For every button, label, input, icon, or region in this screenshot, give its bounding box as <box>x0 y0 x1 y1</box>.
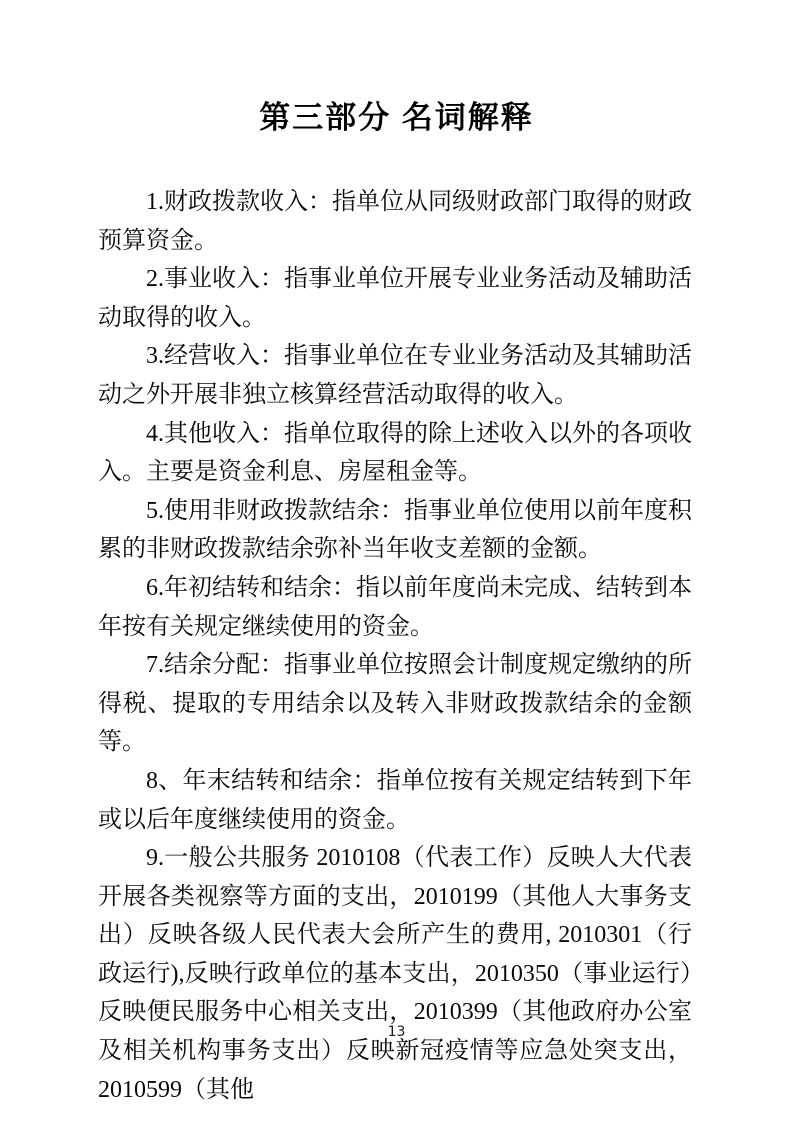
definition-paragraph-3: 3.经营收入：指事业单位在专业业务活动及其辅助活动之外开展非独立核算经营活动取得的收入。 <box>98 343 692 408</box>
section-title: 第三部分 名词解释 <box>259 100 534 135</box>
definition-paragraph-7: 7.结余分配：指事业单位按照会计制度规定缴纳的所得税、提取的专用结余以及转入非财政拨款结余的金额等。 <box>98 652 692 756</box>
definition-paragraph-8: 8、年末结转和结余：指单位按有关规定结转到下年或以后年度继续使用的资金。 <box>98 767 692 833</box>
definition-paragraph-2: 2.事业收入：指事业单位开展专业业务活动及辅助活动取得的收入。 <box>98 266 692 331</box>
definition-paragraph-9: 9.一般公共服务 2010108（代表工作）反映人大代表开展各类视察等方面的支出，2010199（其他人大事务支出）反映各级人民代表大会所产生的费用, 2010301（行政运行),反映行政单位的基本支出，2010350（事业运行）反映便民服务中心相关支出，2010399（其他政府办公室及相关机构事务支出）反映新冠疫情等应急处突支出， 2010599（其他 <box>98 845 692 1103</box>
glossary-body <box>98 183 692 1109</box>
definition-paragraph-1: 1.财政拨款收入：指单位从同级财政部门取得的财政预算资金。 <box>98 189 692 254</box>
definition-paragraph-4: 4.其他收入：指单位取得的除上述收入以外的各项收入。主要是资金利息、房屋租金等。 <box>98 420 692 486</box>
definition-paragraph-6: 6.年初结转和结余：指以前年度尚未完成、结转到本年按有关规定继续使用的资金。 <box>98 574 692 640</box>
definition-paragraph-5: 5.使用非财政拨款结余：指事业单位使用以前年度积累的非财政拨款结余弥补当年收支差额的金额。 <box>98 497 692 563</box>
page-number: 13 <box>387 1024 406 1040</box>
